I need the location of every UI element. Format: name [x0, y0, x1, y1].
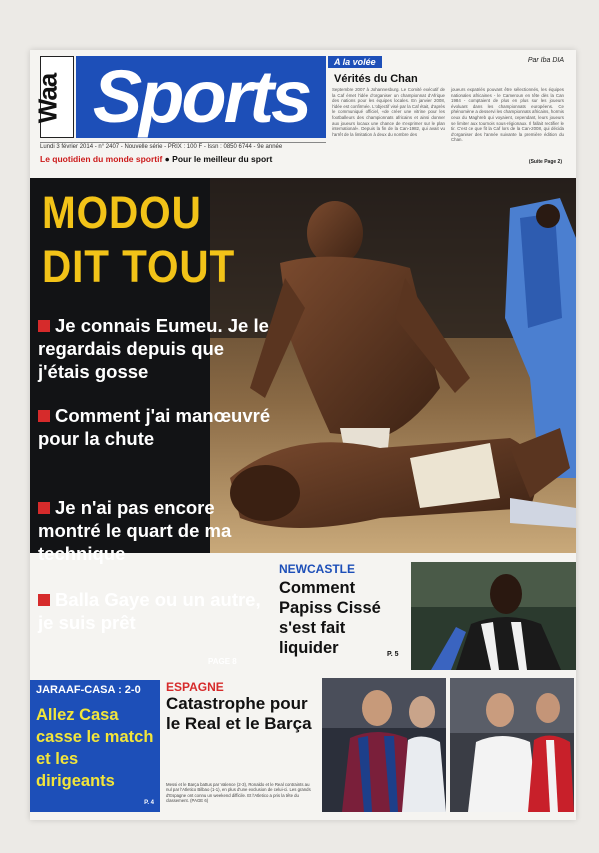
editorial-body [332, 87, 564, 157]
hero-bullet-2: Comment j'ai manœuvré pour la chute [38, 405, 271, 449]
espagne-story[interactable] [164, 680, 316, 812]
espagne-body: Messi et le Barça battus par Valence (2-3), Ronaldo et le Real contraints au nul par l'Atletico Bilbao (1-1), en plus d'une exclusion de celui-ci. Les grands d'Espagne ont connu un weekend difficile. Et l'Atletico a pris la tête du classement. (PAGE 6) [166, 782, 311, 804]
tagline [40, 154, 326, 164]
tagline-right: Pour le meilleur du sport [172, 154, 273, 164]
sports-logo: Sports [76, 56, 326, 138]
editorial-col-1: Septembre 2007 à Johannesburg. Le Comité exécutif de la Caf émet l'idée d'organiser un championnat d'Afrique des nations pour les équipes locales. En janvier 2008, l'idée est confirmée. L'objectif visé par la Caf était, d'après le communiqué officiel, «de créer une vitrine pour les footballeurs des championnats africains et ainsi donner aux joueurs locaux une chance de s'exprimer sur le plan international». Depuis la fin de la Can-1982, qui avait vu l'arrêt de la limitation à deux du nombre des [332, 87, 445, 137]
headline-line-1[interactable]: MODOU [42, 187, 202, 238]
bullet-square-icon [38, 320, 50, 332]
jaraaf-title[interactable]: Allez Casa casse le match et les dirigeants [36, 706, 154, 790]
espagne-title[interactable]: Catastrophe pour le Real et le Barça [166, 694, 312, 733]
editorial-continued[interactable]: (Suite Page 2) [528, 159, 562, 165]
hero-bullet-4: Balla Gaye ou un autre, je suis prêt [38, 589, 261, 633]
bullet-square-icon [38, 594, 50, 606]
hero-bullet-1: Je connais Eumeu. Je le regardais depuis que j'étais gosse [38, 315, 269, 382]
ronaldo-photo [450, 678, 574, 812]
newcastle-page-ref[interactable]: P. 5 [387, 651, 399, 658]
espagne-tag: ESPAGNE [166, 680, 224, 694]
newcastle-story[interactable] [275, 560, 576, 670]
dateline: Lundi 3 février 2014 - n° 2407 - Nouvelle série - PRIX : 100 F - Issn : 0850 6744 - 9e année [40, 142, 326, 150]
hero-page-ref[interactable]: PAGE 8 [208, 657, 237, 666]
editorial-tag: A la volée [328, 56, 382, 68]
messi-photo [322, 678, 446, 812]
newcastle-title[interactable]: Comment Papiss Cissé s'est fait liquider [279, 579, 381, 657]
editorial-column [328, 56, 568, 166]
masthead [32, 55, 326, 166]
headline-line-2[interactable]: DIT TOUT [42, 241, 236, 292]
newspaper-page [30, 50, 576, 820]
editorial-title[interactable]: Vérités du Chan [334, 73, 418, 85]
jaraaf-tag: JARAAF-CASA : 2-0 [36, 684, 141, 696]
newcastle-tag: NEWCASTLE [279, 562, 355, 576]
cisse-photo [411, 562, 576, 670]
editorial-author: Par Iba DIA [527, 57, 564, 64]
hero-bullet-3: Je n'ai pas encore montré le quart de ma technique [38, 497, 232, 564]
jaraaf-story[interactable] [30, 680, 160, 812]
bullet-square-icon [38, 410, 50, 422]
editorial-col-2: joueurs expatriés pouvant être sélectionnés, les équipes nationales africaines - le Cameroun en tête dès la Can 1984 - comptaient de plus en plus sur les joueurs évoluant dans les championnats européens. Ce phénomène a desservi les championnats africains, hormis ceux du Maghreb qui voyaient, cependant, leurs joueurs se limiter aux tournois sous-régionaux. Il fallait rectifier le tir. C'est ce que fit la Caf lors de la Can-2008, qui décida d'organiser des l'année suivante la première édition du Chan. [451, 87, 564, 143]
tagline-separator: ● [162, 154, 173, 164]
waa-logo: Waa [40, 56, 74, 138]
tagline-left: Le quotidien du monde sportif [40, 154, 163, 164]
jaraaf-page-ref[interactable]: P. 4 [144, 800, 154, 806]
bullet-square-icon [38, 502, 50, 514]
